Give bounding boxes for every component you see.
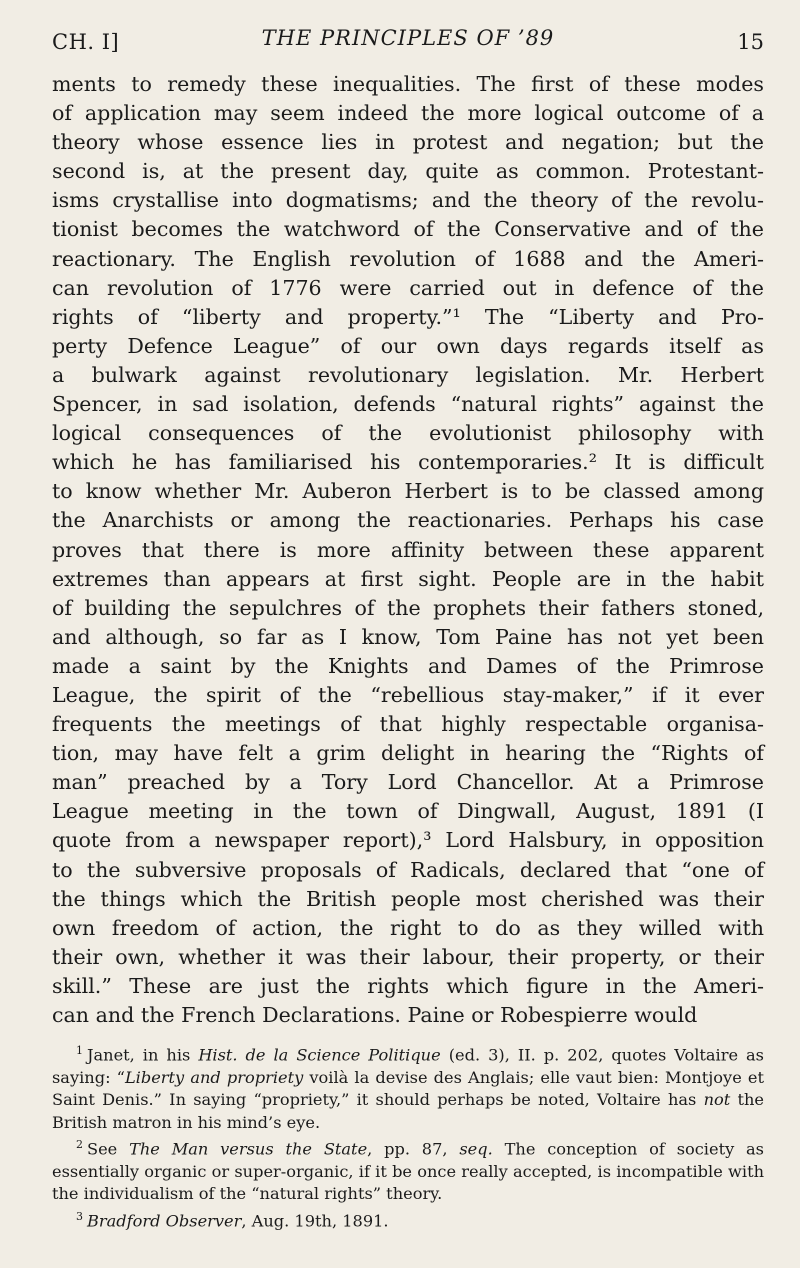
- text-line: and although, so far as I know, Tom Paine has not yet been: [52, 624, 764, 649]
- footnote: $^1$ Janet, in his Hist. de la Science Politique (ed. 3), II. p. 202, quotes Voltaire as saying: “Liberty and propriety voilà la devise des Anglais; elle vaut bien: Montjoye et Saint Denis.” In saying “propriety,” it should perhaps be noted, Voltaire has not the British matron in his mind’s eye.: [52, 1044, 765, 1132]
- text-line: ments to remedy these inequalities. The first of these modes: [52, 72, 764, 96]
- running-header: [52, 26, 764, 66]
- text-line: can revolution of 1776 were carried out in defence of the: [52, 275, 764, 300]
- text-line: tion, may have felt a grim delight in hearing the “Rights of: [52, 741, 764, 766]
- text-line: frequents the meetings of that highly respectable organisa-: [52, 712, 764, 737]
- footnote-marker: 2: [76, 1138, 83, 1152]
- running-title: THE PRINCIPLES OF ’89: [261, 26, 555, 50]
- text-line: extremes than appears at first sight. People are in the habit: [52, 566, 764, 591]
- text-line: to know whether Mr. Auberon Herbert is to be classed among: [52, 479, 764, 504]
- text-line: to the subversive proposals of Radicals, declared that “one of: [52, 857, 764, 882]
- text-line: Spencer, in sad isolation, defends “natural rights” against the: [52, 392, 764, 417]
- text-line: made a saint by the Knights and Dames of the Primrose: [52, 653, 764, 678]
- book-page: [52, 26, 764, 1233]
- text-line: reactionary. The English revolution of 1688 and the Ameri-: [52, 246, 764, 271]
- footnote: $^3$ Bradford Observer, Aug. 19th, 1891.: [76, 1209, 389, 1231]
- page-number: 15: [737, 30, 764, 54]
- text-line: of building the sepulchres of the prophets their fathers stoned,: [52, 595, 764, 620]
- text-line: logical consequences of the evolutionist philosophy with: [52, 421, 764, 446]
- footnote: $^2$ See The Man versus the State, pp. 87, seq. The conception of society as essentially organic or super-organic, if it be once really accepted, is incompatible with the individualism of the “natural rights” theory.: [52, 1138, 764, 1204]
- text-line: the Anarchists or among the reactionaries. Perhaps his case: [52, 508, 764, 533]
- text-line: perty Defence League” of our own days regards itself as: [52, 333, 764, 358]
- text-line: tionist becomes the watchword of the Conservative and of the: [52, 217, 764, 242]
- text-line: isms crystallise into dogmatisms; and the theory of the revolu-: [52, 188, 764, 213]
- text-line: League meeting in the town of Dingwall, August, 1891 (I: [52, 799, 764, 824]
- text-line: League, the spirit of the “rebellious stay-maker,” if it ever: [52, 682, 764, 707]
- text-line: a bulwark against revolutionary legislation. Mr. Herbert: [52, 362, 764, 387]
- text-line: their own, whether it was their labour, their property, or their: [52, 944, 764, 969]
- text-line: can and the French Declarations. Paine or Robespierre would: [52, 1003, 698, 1027]
- text-line: quote from a newspaper report),³ Lord Halsbury, in opposition: [52, 828, 764, 853]
- text-line: theory whose essence lies in protest and negation; but the: [52, 130, 764, 155]
- text-line: of application may seem indeed the more logical outcome of a: [52, 101, 764, 126]
- text-line: which he has familiarised his contemporaries.² It is difficult: [52, 450, 764, 475]
- footnote-marker: 1: [76, 1044, 83, 1058]
- text-line: proves that there is more affinity between these apparent: [52, 537, 764, 562]
- footnotes: [52, 1040, 764, 1232]
- text-line: man” preached by a Tory Lord Chancellor. At a Primrose: [52, 770, 764, 795]
- text-line: the things which the British people most cherished was their: [52, 886, 764, 911]
- body-text: [52, 70, 764, 1030]
- footnote-marker: 3: [76, 1209, 83, 1223]
- text-line: second is, at the present day, quite as common. Protestant-: [52, 159, 764, 184]
- chapter-marker: CH. I]: [52, 30, 120, 54]
- text-line: rights of “liberty and property.”¹ The “Liberty and Pro-: [52, 304, 764, 329]
- text-line: own freedom of action, the right to do as they willed with: [52, 915, 764, 940]
- text-line: skill.” These are just the rights which figure in the Ameri-: [52, 973, 764, 998]
